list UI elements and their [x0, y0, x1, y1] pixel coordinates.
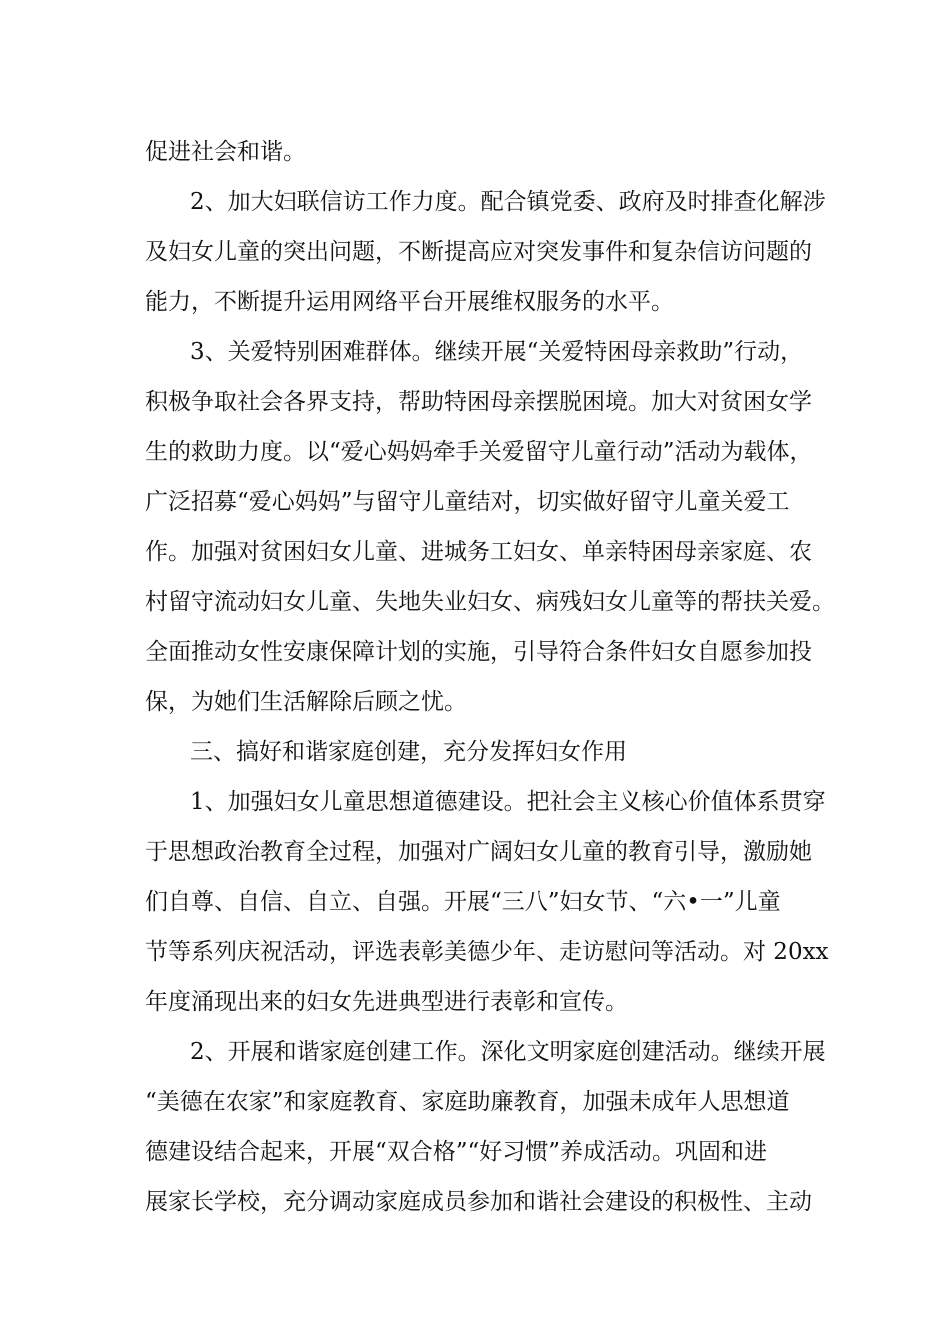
text-line: 能力，不断提升运用网络平台开展维权服务的水平。	[145, 289, 674, 315]
text-line: 年度涌现出来的妇女先进典型进行表彰和宣传。	[145, 989, 628, 1015]
text-line: 积极争取社会各界支持，帮助特困母亲摆脱困境。加大对贫困女学	[145, 389, 812, 415]
text-line: 展家长学校，充分调动家庭成员参加和谐社会建设的积极性、主动	[145, 1189, 812, 1215]
text-line: 村留守流动妇女儿童、失地失业妇女、病残妇女儿童等的帮扶关爱。	[145, 589, 835, 615]
text-line: 生的救助力度。以“爱心妈妈牵手关爱留守儿童行动”活动为载体，	[145, 439, 813, 465]
text-line: 全面推动女性安康保障计划的实施，引导符合条件妇女自愿参加投	[145, 639, 812, 665]
text-line: 于思想政治教育全过程，加强对广阔妇女儿童的教育引导，激励她	[145, 839, 812, 865]
text-line: 节等系列庆祝活动，评选表彰美德少年、走访慰问等活动。对 20xx	[145, 939, 829, 965]
text-line: 广泛招募“爱心妈妈”与留守儿童结对，切实做好留守儿童关爱工	[145, 489, 790, 515]
text-line: 作。加强对贫困妇女儿童、进城务工妇女、单亲特困母亲家庭、农	[145, 539, 812, 565]
text-line: 德建设结合起来，开展“双合格”“好习惯”养成活动。巩固和进	[145, 1139, 768, 1165]
text-line: 2、开展和谐家庭创建工作。深化文明家庭创建活动。继续开展	[190, 1039, 826, 1065]
text-line: 1、加强妇女儿童思想道德建设。把社会主义核心价值体系贯穿	[190, 789, 826, 815]
text-line: 保，为她们生活解除后顾之忧。	[145, 689, 467, 715]
text-line: 们自尊、自信、自立、自强。开展“三八”妇女节、“六•一”儿童	[145, 889, 781, 915]
section-heading: 三、搞好和谐家庭创建，充分发挥妇女作用	[190, 739, 627, 765]
text-line: 及妇女儿童的突出问题，不断提高应对突发事件和复杂信访问题的	[145, 239, 812, 265]
text-line: 3、关爱特别困难群体。继续开展“关爱特困母亲救助”行动，	[190, 339, 804, 365]
text-line: 促进社会和谐。	[145, 139, 306, 165]
text-line: 2、加大妇联信访工作力度。配合镇党委、政府及时排查化解涉	[190, 189, 826, 215]
text-line: “美德在农家”和家庭教育、家庭助廉教育，加强未成年人思想道	[145, 1089, 790, 1115]
